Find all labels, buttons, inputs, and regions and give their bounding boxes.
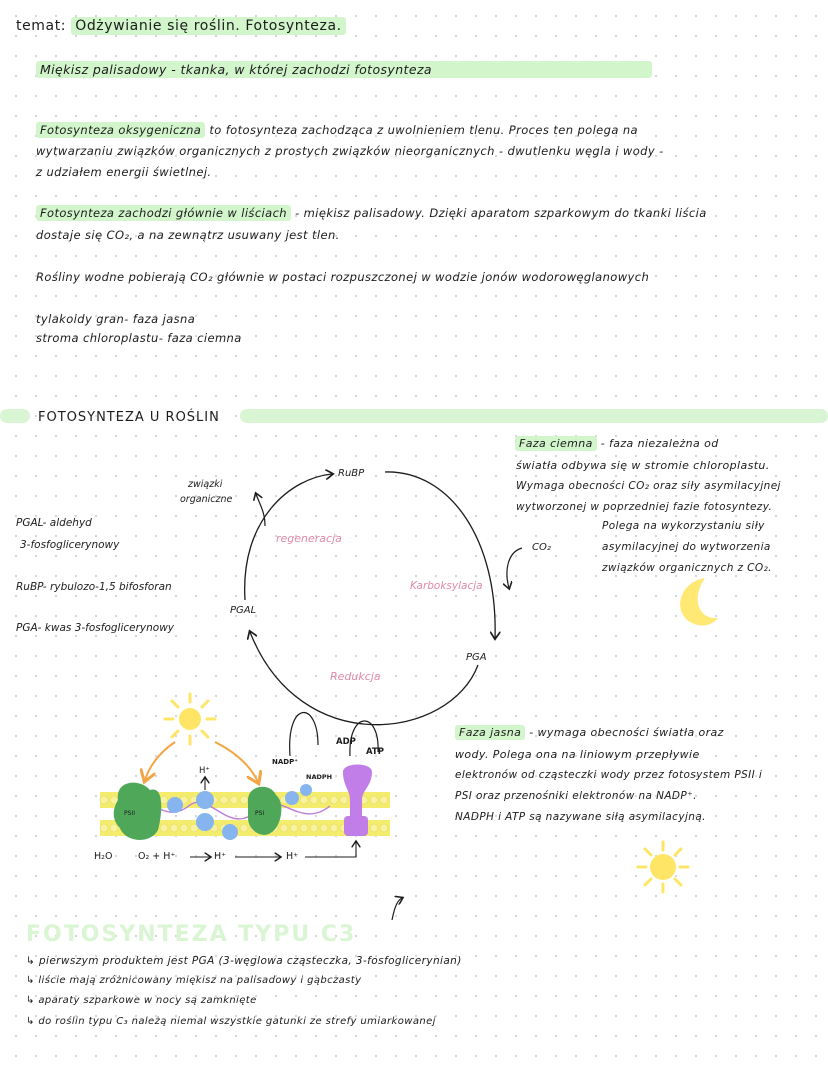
cycle-adp: ADP (336, 737, 356, 747)
p1-text-1: to fotosynteza zachodząca z uwolnieniem tlenu. Proces ten polega na (209, 123, 638, 137)
loop-nadph (290, 713, 318, 756)
miekisz-term: Miękisz palisadowy (40, 62, 167, 77)
carrier-3 (196, 813, 214, 831)
legend-pgal-2: 3-fosfoglicerynowy (20, 539, 120, 551)
light-phase-term: Faza jasna (455, 725, 525, 740)
temat-text: Odżywianie się roślin. Fotosynteza. (71, 17, 346, 35)
light-arrow-left (145, 742, 175, 780)
sun-icon-diagram (165, 694, 215, 744)
membrane-o2-h: O₂ + H⁺ (138, 851, 176, 862)
cycle-pgal: PGAL (230, 605, 257, 616)
arrow-co2 (507, 548, 522, 588)
carrier-2 (196, 791, 214, 809)
paragraph-1-line-2: wytwarzaniu związków organicznych z prostych związków nieorganicznych - dwutlenku węgla i wody - (36, 144, 664, 158)
dark-phase-line-5: Polega na wykorzystaniu siły (602, 520, 765, 532)
carrier-6 (300, 784, 312, 796)
miekisz-def: - tkanka, w której zachodzi fotosynteza (171, 62, 432, 77)
c3-item-1 (26, 955, 462, 967)
sun-icon-right (638, 842, 688, 892)
psii-label: PSII (124, 810, 135, 817)
legend-pgal-1: PGAL- aldehyd (16, 517, 92, 529)
light-phase-line-1 (455, 726, 724, 739)
dark-phase-line-7: związków organicznych z CO₂. (602, 562, 772, 574)
dark-phase-line-3: Wymaga obecności CO₂ oraz siły asymilacyjnej (516, 480, 781, 492)
c3-title: FOTOSYNTEZA TYPU C3 (26, 922, 357, 947)
cycle-pga: PGA (466, 652, 487, 663)
c3-item-4-text: do roślin typu C₃ należą niemal wszystkie gatunki ze strefy umiarkowanej (38, 1016, 436, 1027)
dark-phase-text-1: - faza niezależna od (600, 437, 719, 450)
light-phase-line-2: wody. Polega ona na liniowym przepływie (455, 748, 700, 761)
carrier-1 (167, 797, 183, 813)
c3-item-2-text: liście mają zróżnicowany miękisz na palisadowy i gąbczasty (38, 975, 362, 986)
c3-item-2 (26, 975, 361, 986)
c3-item-3-text: aparaty szparkowe w nocy są zamknięte (38, 995, 257, 1006)
legend-rubp: RuBP- rybulozo-1,5 bifosforan (16, 581, 172, 593)
cycle-rubp: RuBP (338, 468, 365, 479)
paragraph-2-line-2: dostaje się CO₂, a na zewnątrz usuwany jest tlen. (36, 228, 340, 242)
dark-phase-line-6: asymilacyjnej do wytworzenia (602, 541, 771, 553)
p1-term: Fotosynteza oksygeniczna (36, 122, 205, 138)
cycle-regeneracja: regeneracja (276, 532, 342, 545)
cycle-redukcja: Redukcja (330, 670, 381, 683)
temat-label: temat: (16, 18, 67, 34)
light-phase-line-5: NADPH i ATP są nazywane siłą asymilacyjną. (455, 811, 706, 823)
light-phase-line-4: PSI oraz przenośniki elektronów na NADP⁺. (455, 790, 697, 802)
membrane-h-arrow: H⁺ (214, 851, 227, 862)
cycle-co2: CO₂ (532, 542, 551, 553)
dark-phase-term: Faza ciemna (515, 436, 597, 451)
cycle-zwiazki-1: związki (188, 479, 223, 490)
dark-phase-line-4: wytworzonej w poprzedniej fazie fotosyntezy. (516, 501, 773, 513)
dark-phase-line-1 (515, 437, 719, 450)
light-phase-text-1: - wymaga obecności światła oraz (529, 726, 724, 739)
atp-synthase-base (344, 816, 368, 836)
carrier-5 (285, 791, 299, 805)
c3-bullet-1: ↳ (26, 955, 39, 967)
c3-item-1-text: pierwszym produktem jest PGA (3-węglowa cząsteczka, 3-fosfoglicerynian) (38, 955, 462, 967)
paragraph-1-line-3: z udziałem energii świetlnej. (36, 165, 212, 179)
psi-label: PSI (255, 810, 265, 817)
c3-bullet-4: ↳ (26, 1016, 39, 1027)
carrier-4 (222, 824, 238, 840)
membrane-h2o: H₂O (94, 851, 113, 862)
p2-text-1: - miękisz palisadowy. Dzięki aparatom szparkowym do tkanki liścia (295, 206, 707, 220)
cycle-atp: ATP (366, 747, 384, 757)
paragraph-4-line-2: stroma chloroplastu- faza ciemna (36, 331, 242, 345)
arc-rubp-to-pga (385, 472, 495, 638)
cycle-karboksylacja: Karboksylacja (410, 580, 483, 592)
arrow-to-c3 (392, 898, 402, 920)
light-arrow-right (215, 742, 258, 782)
legend-pga: PGA- kwas 3-fosfoglicerynowy (16, 622, 175, 634)
cycle-nadph: NADPH (306, 773, 333, 781)
p2-term: Fotosynteza zachodzi głównie w liściach (36, 205, 291, 221)
section-title: FOTOSYNTEZA U ROŚLIN (38, 410, 220, 425)
dark-phase-line-2: światła odbywa się w stromie chloroplastu. (516, 459, 770, 472)
arrow-h-to-synthase (305, 842, 356, 857)
paragraph-4-line-1: tylakoidy gran- faza jasna (36, 312, 196, 326)
c3-item-3 (26, 995, 257, 1006)
cycle-nadp: NADP⁺ (272, 758, 298, 766)
c3-bullet-2: ↳ (26, 975, 39, 986)
arrow-to-organic (256, 494, 265, 526)
c3-item-4 (26, 1016, 436, 1027)
moon-icon (680, 578, 718, 625)
cycle-zwiazki-2: organiczne (180, 494, 233, 505)
membrane-h-top: H⁺ (199, 766, 210, 776)
membrane-h-right: H⁺ (286, 851, 299, 862)
light-phase-line-3: elektronów od cząsteczki wody przez fotosystem PSII i (455, 769, 763, 781)
c3-bullet-3: ↳ (26, 995, 39, 1006)
paragraph-3: Rośliny wodne pobierają CO₂ głównie w postaci rozpuszczonej w wodzie jonów wodorowęglanowych (36, 270, 650, 284)
